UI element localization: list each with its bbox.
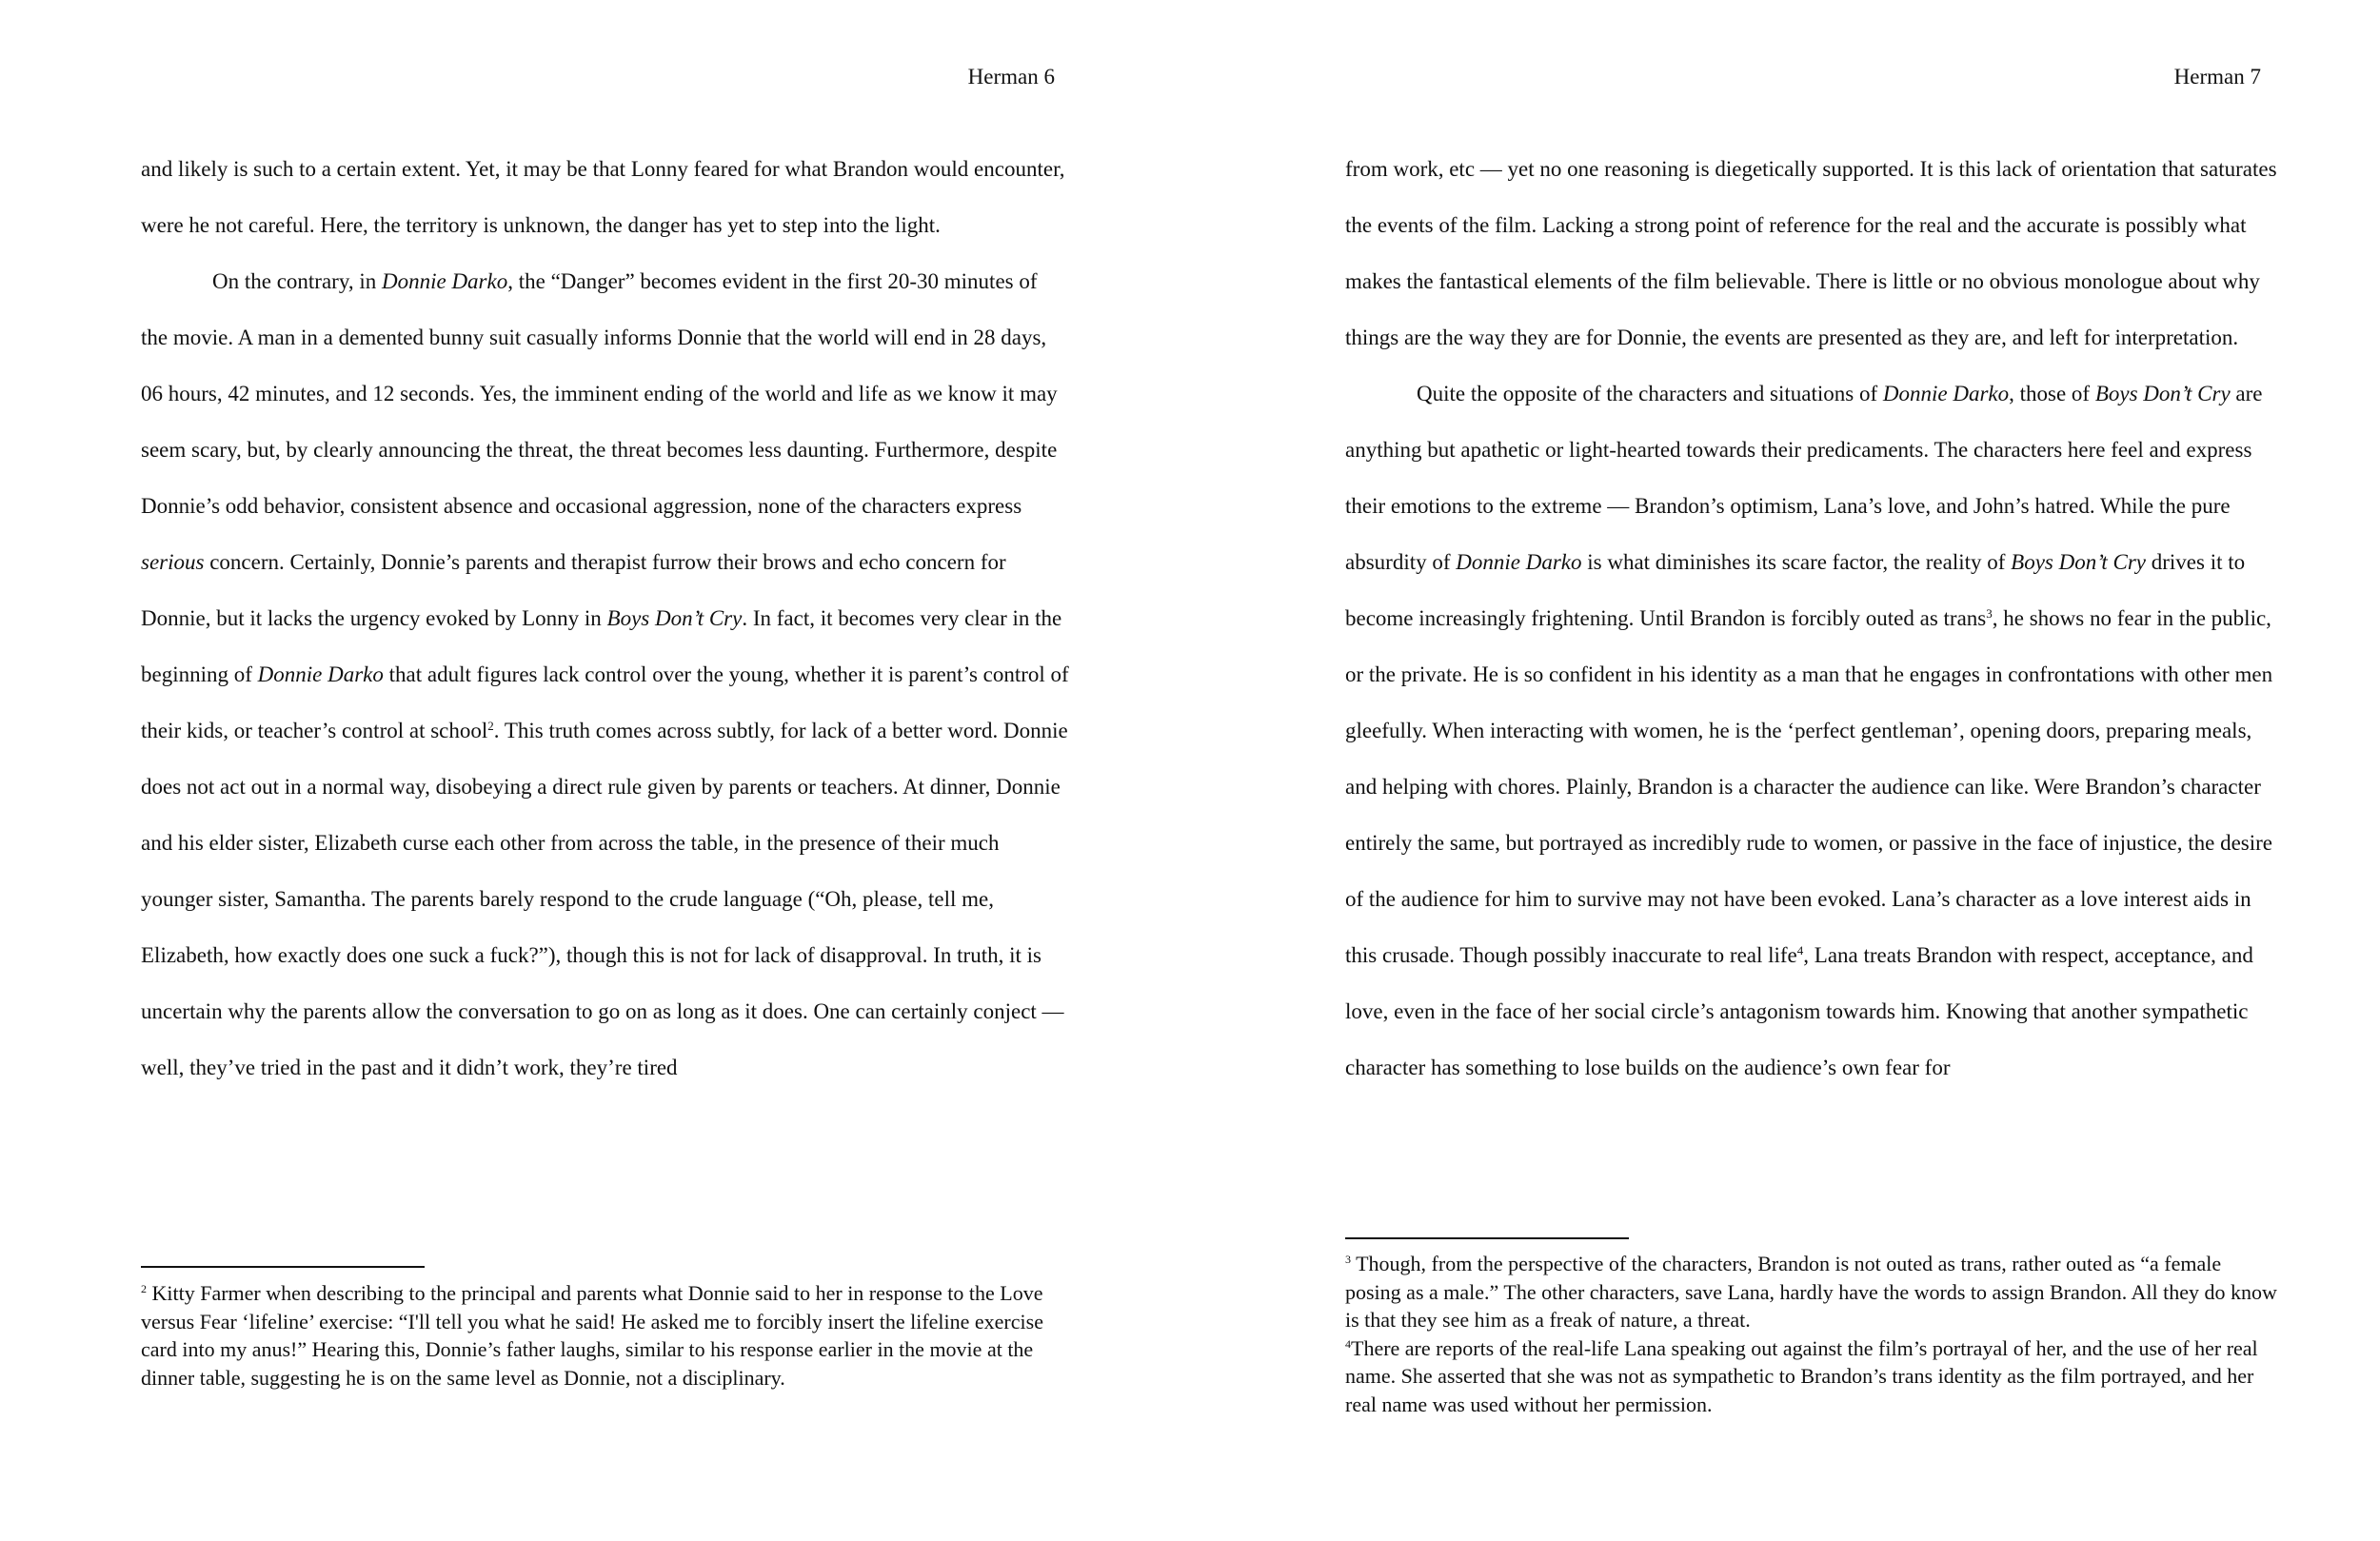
film-title: Donnie Darko (257, 662, 384, 686)
page-header: Herman 6 (967, 65, 1055, 89)
text-run: drives it to become increasingly frightening. Until Brandon is forcibly outed as trans (1345, 550, 2246, 630)
film-title: Boys Don’t Cry (606, 606, 743, 630)
text-run: , the “Danger” becomes evident in the first 20-30 minutes of the movie. A man in a demented bunny suit casually informs Donnie that the world will end in 28 days, 06 hours, 42 minutes, and 12 seconds. Yes, the imminent ending of the world and life as we know it may seem scary, but, by clearly announcing the threat, the threat becomes less daunting. Furthermore, despite Donnie’s odd behavior, consistent absence and occasional aggression, none of the characters express (141, 269, 1058, 518)
paragraph (141, 253, 1069, 1096)
emphasis: serious (141, 550, 205, 574)
film-title: Donnie Darko (1456, 550, 1582, 574)
body-text (141, 141, 1069, 1096)
text-run: that adult figures lack control over the young, whether it is parent’s control of their kids, or teacher’s control at school (141, 662, 1069, 742)
text-run: On the contrary, in (212, 269, 382, 293)
footnote-text: There are reports of the real-life Lana speaking out against the film’s portrayal of her, and the use of her real name. She asserted that she was not as sympathetic to Brandon’s trans identity as the film portrayed, and her real name was used without her permission. (1345, 1335, 2258, 1416)
paragraph (1345, 365, 2278, 1096)
footnote-ref[interactable]: 4 (1796, 943, 1804, 958)
text-run: concern. Certainly, Donnie’s parents and therapist furrow their brows and echo concern for Donnie, but it lacks the urgency evoked by Lonny in (141, 550, 1006, 630)
paragraph (1345, 141, 2278, 365)
text-run: and likely is such to a certain extent. Yet, it may be that Lonny feared for what Brandon would encounter, were he not careful. Here, the territory is unknown, the danger has yet to step into the light. (141, 157, 1065, 237)
footnotes (1345, 1250, 2278, 1418)
footnote (1345, 1250, 2278, 1334)
film-title: Donnie Darko (1882, 382, 2010, 405)
footnote-marker: 3 (1345, 1253, 1351, 1266)
text-run: , he shows no fear in the public, or the private. He is so confident in his identity as a man that he engages in confrontations with other men gleefully. When interacting with women, he is the ‘perfect gentleman’, opening doors, preparing meals, and helping with chores. Plainly, Brandon is a character the audience can like. Were Brandon’s character entirely the same, but portrayed as incredibly rude to women, or passive in the face of injustice, the desire of the audience for him to survive may not have been evoked. Lana’s character as a love interest aids in this crusade. Though possibly inaccurate to real life (1345, 606, 2273, 967)
film-title: Donnie Darko (381, 269, 508, 293)
text-run: are anything but apathetic or light-hearted towards their predicaments. The characters here feel and express their emotions to the extreme — Brandon’s optimism, Lana’s love, and John’s hatred. While the pure absurdity of (1345, 382, 2263, 574)
text-run: Quite the opposite of the characters and situations of (1417, 382, 1883, 405)
footnote-marker: 4 (1345, 1336, 1351, 1351)
film-title: Boys Don’t Cry (2011, 550, 2146, 574)
footnote (141, 1279, 1069, 1392)
right-page (1190, 0, 2380, 1541)
footnote (1345, 1334, 2278, 1419)
text-run: . In fact, it becomes very clear in the beginning of (141, 606, 1062, 686)
film-title: Boys Don’t Cry (2094, 382, 2231, 405)
footnote-ref[interactable]: 2 (487, 719, 494, 733)
text-run: , Lana treats Brandon with respect, acceptance, and love, even in the face of her social circle’s antagonism towards him. Knowing that another sympathetic character has something to lose builds on the audience’s own fear for (1345, 943, 2253, 1079)
footnote-text: Though, from the perspective of the characters, Brandon is not outed as trans, rather outed as “a female posing as a male.” The other characters, save Lana, hardly have the words to assign Brandon. All they do know is that they see him as a freak of nature, a threat. (1345, 1252, 2277, 1332)
text-run: . This truth comes across subtly, for lack of a better word. Donnie does not act out in a normal way, disobeying a direct rule given by parents or teachers. At dinner, Donnie and his elder sister, Elizabeth curse each other from across the table, in the presence of their much younger sister, Samantha. The parents barely respond to the crude language (“Oh, please, tell me, Elizabeth, how exactly does one suck a fuck?”), though this is not for lack of disapproval. In truth, it is uncertain why the parents allow the conversation to go on as long as it does. One can certainly conject — well, they’ve tried in the past and it didn’t work, they’re tired (141, 719, 1068, 1079)
footnote-ref[interactable]: 3 (1986, 606, 1993, 621)
footnote-marker: 2 (141, 1282, 147, 1295)
page-header: Herman 7 (2173, 65, 2261, 89)
footnote-text: Kitty Farmer when describing to the principal and parents what Donnie said to her in response to the Love versus Fear ‘lifeline’ exercise: “I'll tell you what he said! He asked me to forcibly insert the lifeline exercise card into my anus!” Hearing this, Donnie’s father laughs, similar to his response earlier in the movie at the dinner table, suggesting he is on the same level as Donnie, not a disciplinary. (141, 1281, 1043, 1390)
text-run: from work, etc — yet no one reasoning is diegetically supported. It is this lack of orientation that saturates the events of the film. Lacking a strong point of reference for the real and the accurate is possibly what makes the fantastical elements of the film believable. There is little or no obvious monologue about why things are the way they are for Donnie, the events are presented as they are, and left for interpretation. (1345, 157, 2277, 349)
footnote-divider (1345, 1237, 1629, 1239)
paragraph (141, 141, 1069, 253)
footnote-divider (141, 1266, 425, 1268)
body-text (1345, 141, 2278, 1096)
footnotes (141, 1279, 1069, 1392)
text-run: is what diminishes its scare factor, the reality of (1581, 550, 2012, 574)
text-run: , those of (2009, 382, 2095, 405)
